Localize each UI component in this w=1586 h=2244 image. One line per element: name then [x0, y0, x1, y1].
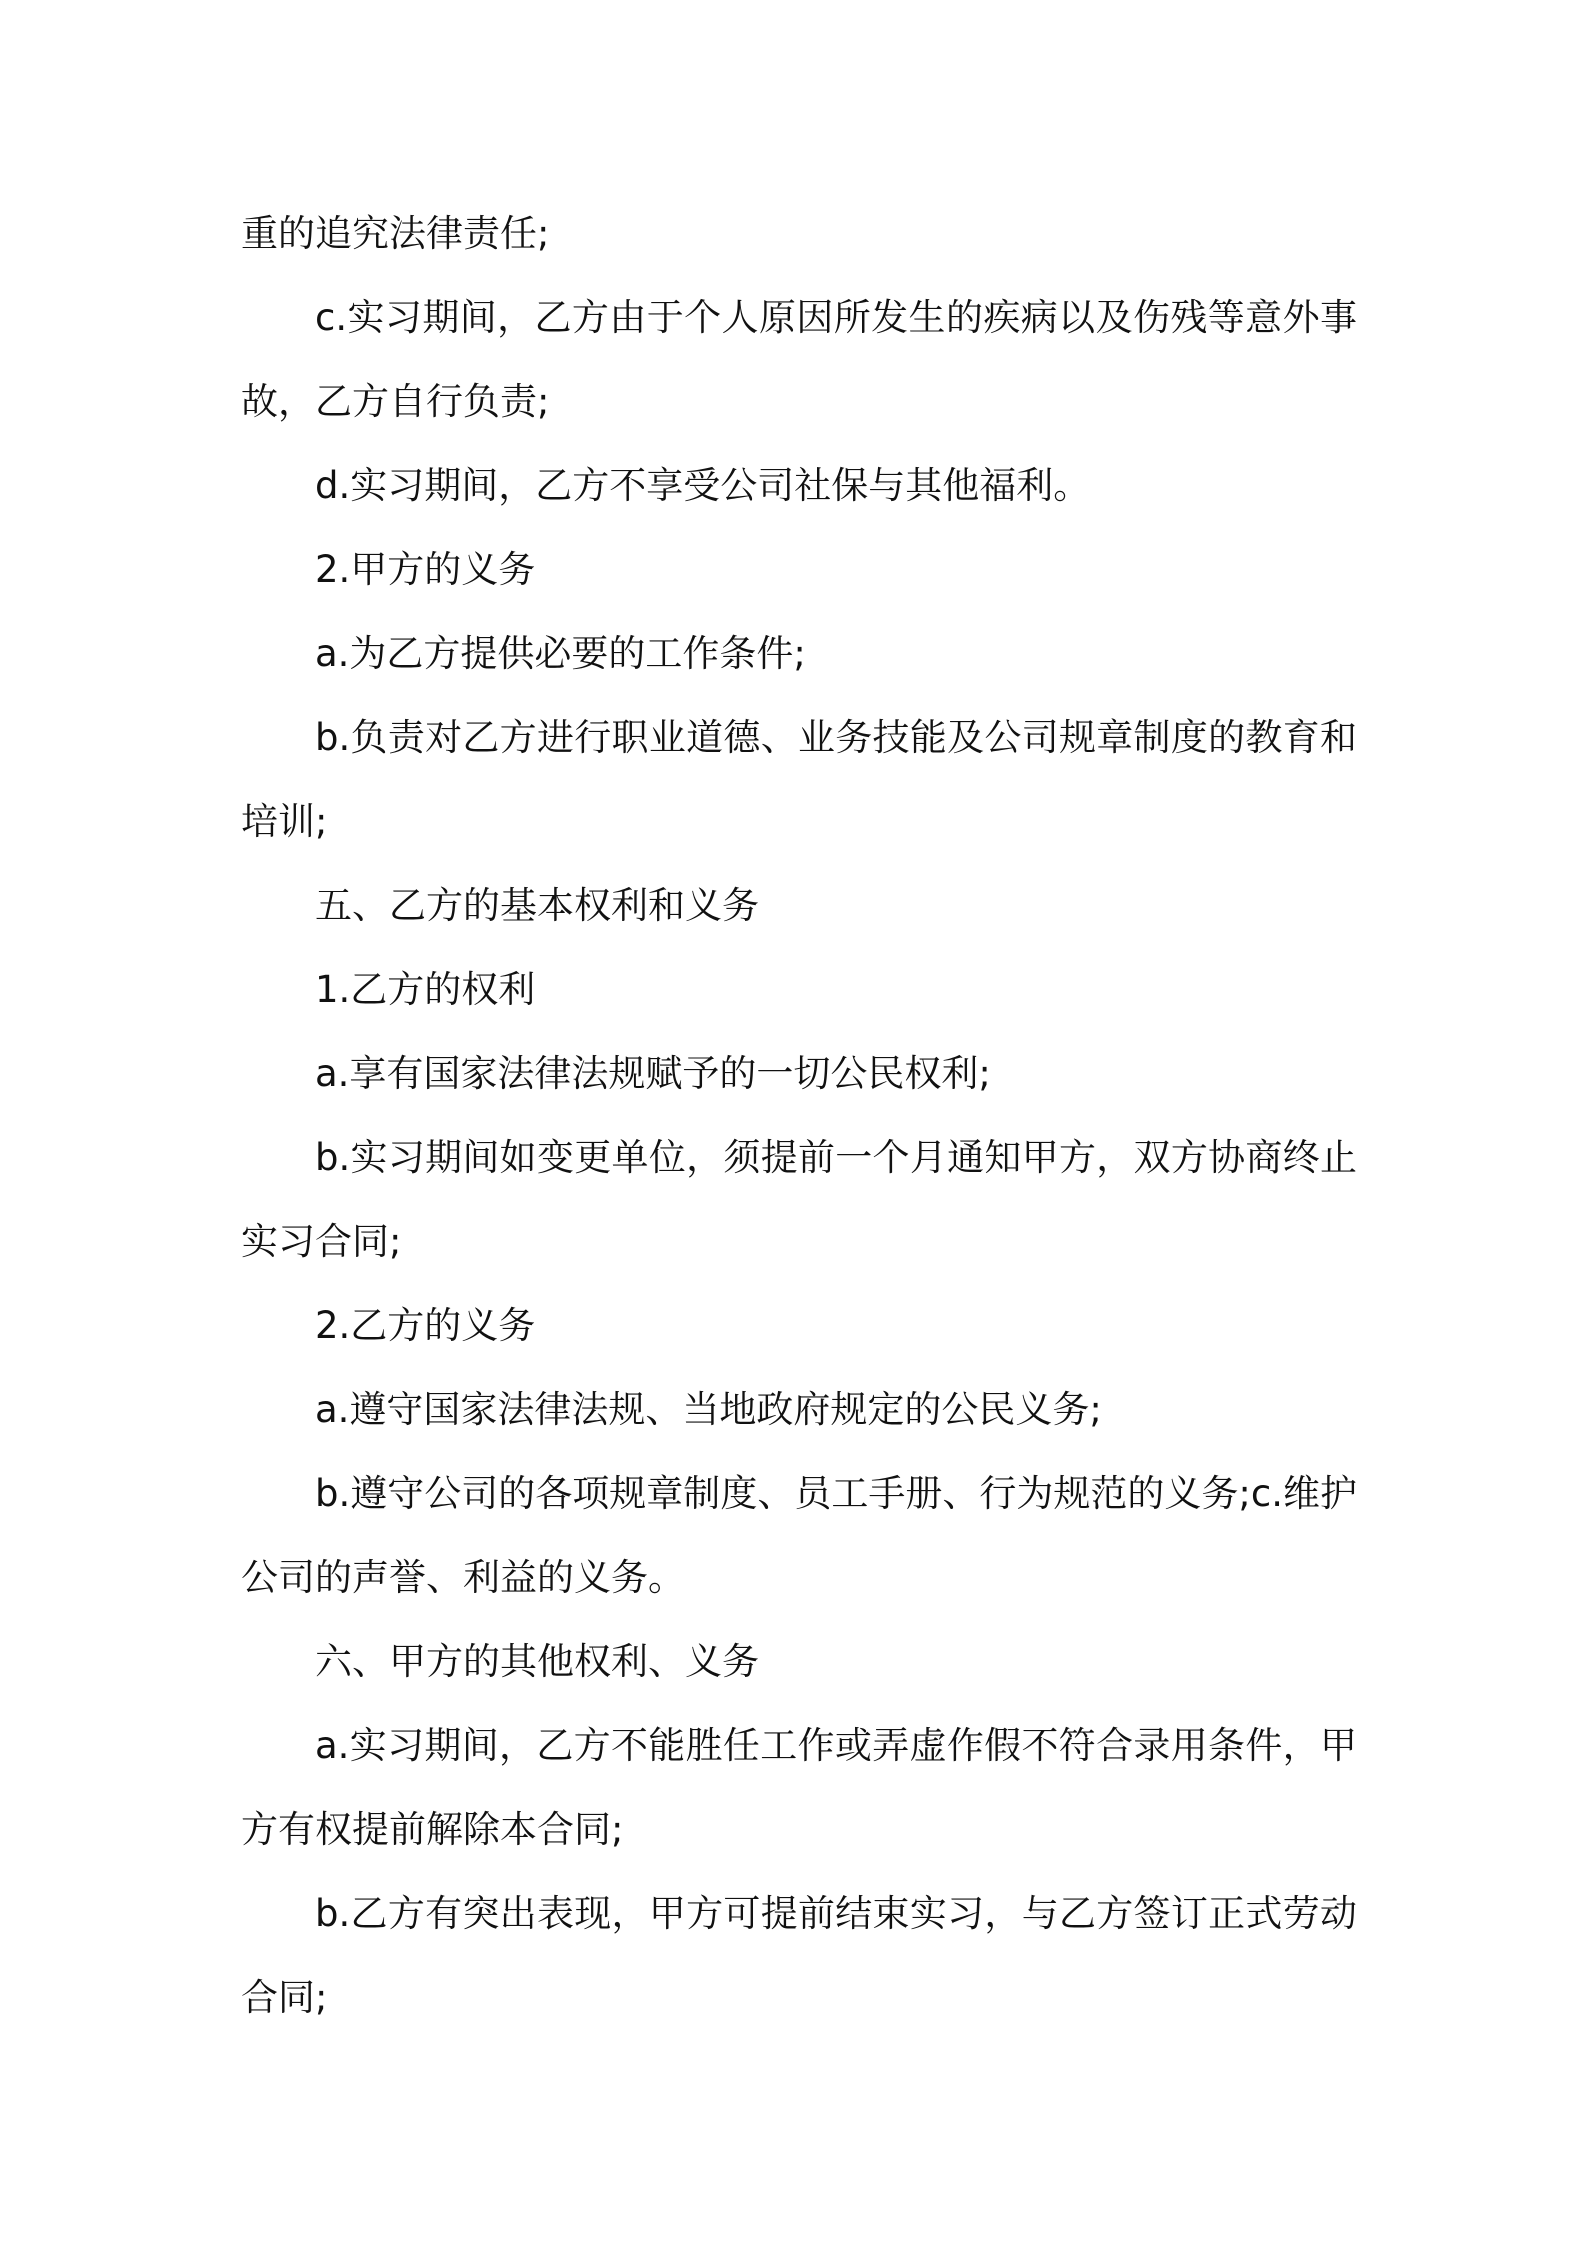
section-heading-party-b-rights: 1.乙方的权利 [315, 968, 536, 1011]
section-heading-5: 五、乙方的基本权利和义务 [315, 884, 759, 927]
paragraph-9: a.享有国家法律法规赋予的一切公民权利; [315, 1052, 991, 1095]
section-heading-party-a-obligations: 2.甲方的义务 [315, 548, 536, 591]
document-page [241, 192, 1357, 2040]
paragraph-12: a.遵守国家法律法规、当地政府规定的公民义务; [315, 1388, 1102, 1431]
paragraph-6: b.负责对乙方进行职业道德、业务技能及公司规章制度的教育和培训; [241, 716, 1357, 843]
paragraph-16: b.乙方有突出表现，甲方可提前结束实习，与乙方签订正式劳动合同; [241, 1892, 1357, 2019]
paragraph-1: 重的追究法律责任; [241, 212, 550, 255]
paragraph-3: d.实习期间，乙方不享受公司社保与其他福利。 [315, 464, 1091, 507]
paragraph-10: b.实习期间如变更单位，须提前一个月通知甲方，双方协商终止实习合同; [241, 1136, 1357, 1263]
section-heading-6: 六、甲方的其他权利、义务 [315, 1640, 759, 1683]
paragraph-2: c.实习期间，乙方由于个人原因所发生的疾病以及伤残等意外事故，乙方自行负责; [241, 296, 1357, 423]
paragraph-13: b.遵守公司的各项规章制度、员工手册、行为规范的义务;c.维护公司的声誉、利益的义务。 [241, 1472, 1357, 1599]
paragraph-5: a.为乙方提供必要的工作条件; [315, 632, 806, 675]
section-heading-party-b-obligations: 2.乙方的义务 [315, 1304, 536, 1347]
paragraph-15: a.实习期间，乙方不能胜任工作或弄虚作假不符合录用条件，甲方有权提前解除本合同; [241, 1724, 1357, 1851]
